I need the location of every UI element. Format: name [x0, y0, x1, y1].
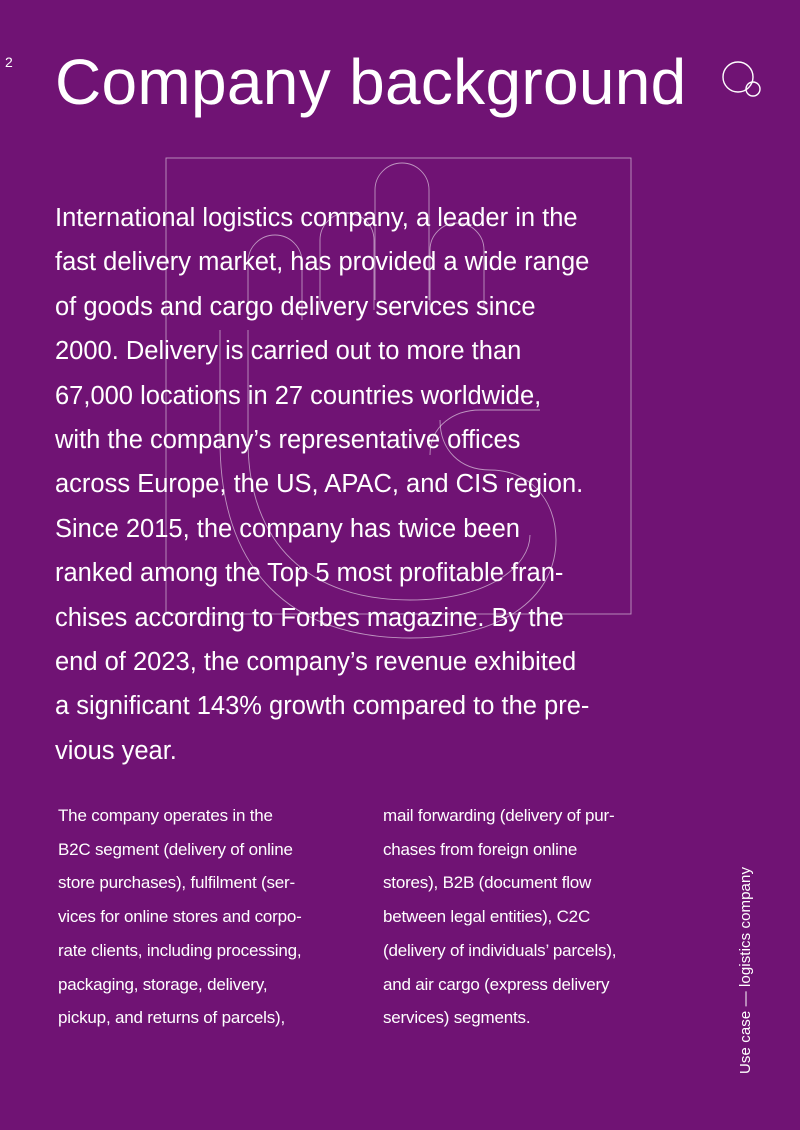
- lead-line: chises according to Forbes magazine. By the: [55, 603, 564, 632]
- side-label: Use case — logistics company: [737, 866, 754, 1074]
- page-title: Company background: [55, 46, 687, 118]
- lead-line: Since 2015, the company has twice been: [55, 514, 520, 543]
- body-column-right: [383, 799, 683, 1035]
- body-column-left: [58, 799, 358, 1035]
- column-line: between legal entities), C2C: [383, 907, 591, 927]
- column-line: pickup, and returns of parcels),: [58, 1008, 285, 1028]
- column-line: rate clients, including processing,: [58, 940, 302, 960]
- lead-line: International logistics company, a leader in the: [55, 204, 578, 232]
- lead-line: ranked among the Top 5 most profitable fran-: [55, 559, 564, 588]
- column-line: (delivery of individuals’ parcels),: [383, 940, 617, 960]
- lead-line: a significant 143% growth compared to the pre-: [55, 692, 590, 721]
- column-line: services) segments.: [383, 1008, 531, 1028]
- lead-line: 67,000 locations in 27 countries worldwide,: [55, 381, 542, 410]
- column-line: vices for online stores and corpo-: [58, 907, 302, 927]
- column-line: The company operates in the: [58, 806, 273, 825]
- lead-paragraph: [55, 196, 665, 773]
- column-line: B2C segment (delivery of online: [58, 839, 293, 859]
- column-line: store purchases), fulfilment (ser-: [58, 873, 295, 893]
- lead-line: vious year.: [55, 736, 177, 765]
- lead-line: 2000. Delivery is carried out to more than: [55, 337, 522, 366]
- lead-line: across Europe, the US, APAC, and CIS region.: [55, 470, 584, 499]
- lead-line: with the company’s representative offices: [55, 426, 521, 455]
- column-line: stores), B2B (document flow: [383, 873, 592, 893]
- circle-q-logo-icon: [718, 58, 764, 100]
- column-line: chases from foreign online: [383, 839, 578, 859]
- column-line: packaging, storage, delivery,: [58, 974, 268, 994]
- column-line: mail forwarding (delivery of pur-: [383, 806, 615, 825]
- column-line: and air cargo (express delivery: [383, 974, 610, 994]
- lead-line: fast delivery market, has provided a wide range: [55, 248, 590, 277]
- lead-line: end of 2023, the company’s revenue exhibited: [55, 648, 577, 677]
- page-number: 2: [5, 54, 13, 70]
- lead-line: of goods and cargo delivery services since: [55, 292, 536, 321]
